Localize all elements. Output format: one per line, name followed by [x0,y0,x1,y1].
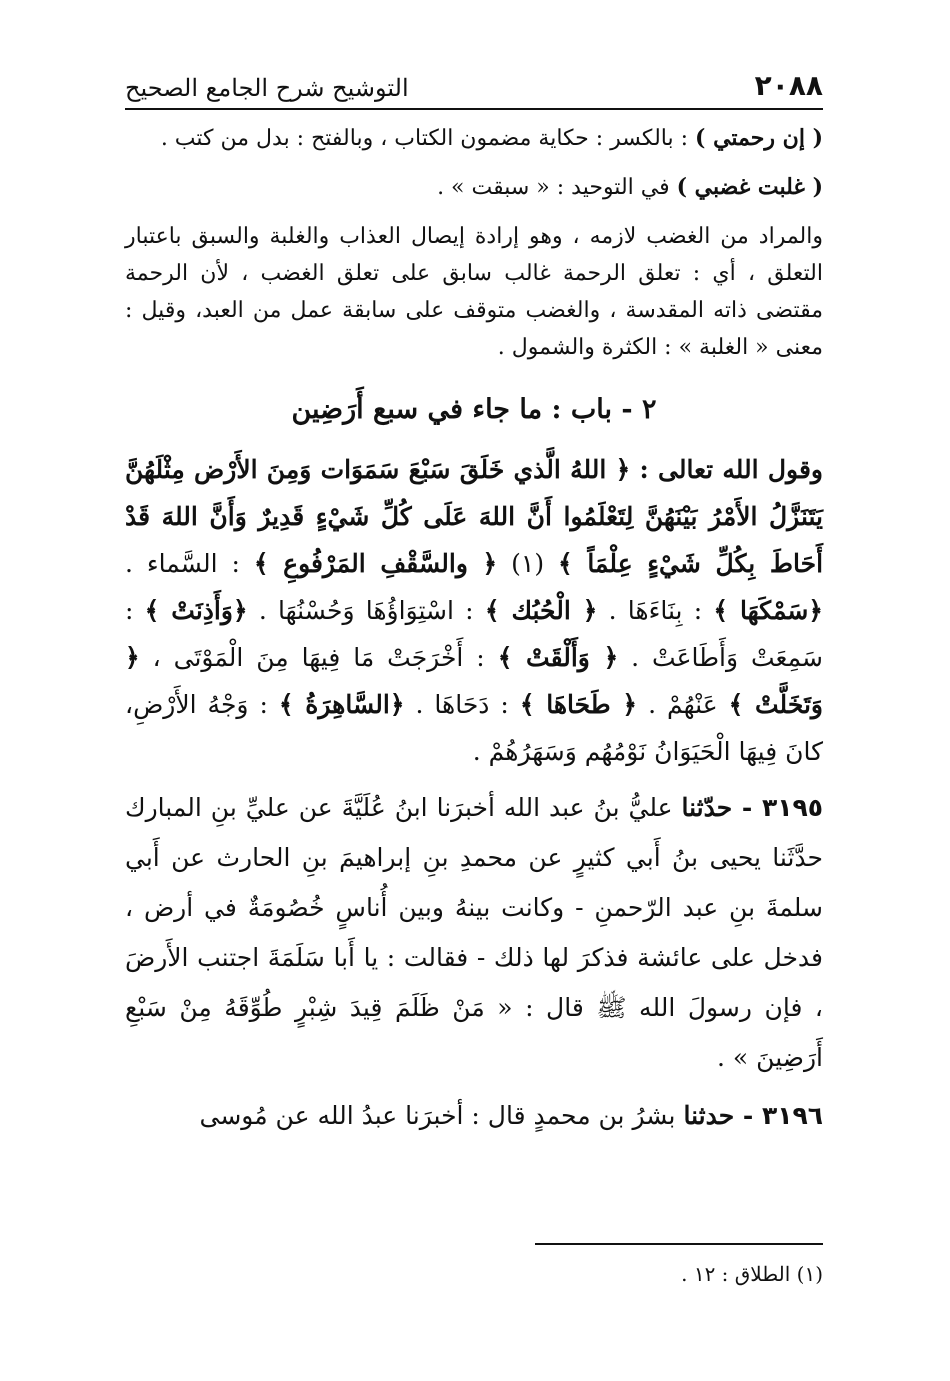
gloss-meaning: : وَجْهُ الأَرْضِ، كانَ فِيهَا الْحَيَوَانُ نَوْمُهُم وَسَهَرُهُمْ . [125,690,823,766]
footnote-marker: (١) [497,549,559,578]
gloss-word: ﴿السَّاهِرَةُ ﴾ [278,690,405,719]
gloss-word: ﴿ وَتَخَلَّتْ ﴾ [125,643,823,719]
header-rule [125,108,823,110]
gloss-meaning: : دَحَاهَا . [404,690,520,719]
hadith-text: بشرُ بن محمدٍ قال : أخبرَنا عبدُ الله عن مُوسى [199,1101,684,1130]
hadith-paragraph [125,1091,823,1141]
gloss-word: ﴿ طَحَاهَا ﴾ [519,690,638,719]
note-lemma: ( غلبت غضبي ) [676,174,823,200]
note-paragraph [125,120,823,157]
gloss-word: ﴿سَمْكَهَا ﴾ [713,596,823,625]
gloss-word: ﴿ والسَّقْفِ المَرْفُوعِ ﴾ [253,549,498,578]
hadith-number: ٣١٩٦ [761,1101,823,1130]
gloss-word: ﴿ الْحُبُك ﴾ [484,596,598,625]
hadith-number: ٣١٩٥ [761,793,823,822]
chapter-intro: وقول الله تعالى : [630,455,823,484]
footnote-rule [535,1243,823,1245]
note-lemma: ( إن رحمتي ) [695,125,823,151]
running-head [125,62,823,102]
page-number: ٢٠٨٨ [754,69,823,102]
hadith-text: عليُّ بنُ عبد الله أخبرَنا ابنُ عُلَيَّةَ عن عليِّ بنِ المبارك حدَّثَنا يحيى بنُ أَبي كثيرٍ عن محمدِ بنِ إبراهيمَ بنِ الحارث عن أَبي سلمةَ بنِ عبد الرّحمنِ - وكانت بينهُ وبين أُناسٍ خُصُومَةٌ في أرض ، فدخل على عائشة فذكرَ لها ذلك - فقالت : يا أَبا سَلَمَةَ اجتنب الأَرضَ ، فإن رسولَ الله ﷺ قال : « مَنْ ظَلَمَ قِيدَ شِبْرٍ طُوِّقَهُ مِنْ سَبْعِ أَرَضِينَ » . [125,793,823,1072]
gloss-meaning: عَنْهُمْ . [637,690,729,719]
page-body [125,120,823,1141]
note-paragraph [125,169,823,206]
note-paragraph [125,218,823,366]
hadith-paragraph [125,783,823,1083]
gloss-meaning: : سَمِعَتْ وَأَطَاعَتْ . [125,596,823,672]
note-text: في التوحيد : « سبقت » . [437,175,677,200]
running-title: التوشيح شرح الجامع الصحيح [125,74,409,102]
gloss-meaning: : السَّماء . [125,549,254,578]
note-text: والمراد من الغضب لازمه ، وهو إرادة إيصال العذاب والغلبة والسبق باعتبار التعلق ، أي : تعلق الرحمة غالب سابق على تعلق الغضب ، لأن الرحمة مقتضى ذاته المقدسة ، والغضب متوقف على سابقة عمل من العبد، وقيل : معنى « الغلبة » : الكثرة والشمول . [125,224,823,360]
hadith-lead: - حدثنا [683,1101,762,1130]
gloss-meaning: : أَخْرَجَتْ مَا فِيهَا مِنَ الْمَوْتَى ، [139,643,498,672]
gloss-word: ﴿ وَأَلْقَتْ ﴾ [497,643,619,672]
hadith-lead: - حدّثنا [681,793,762,822]
quran-quote: ﴿ اللهُ الَّذي خَلَقَ سَبْعَ سَمَوَات وَمِنَ الأَرْض مِثْلَهُنَّ يَتَنَزَّلُ الأَمْرُ بَيْنَهُنَّ لِتَعْلَمُوا أَنَّ اللهَ عَلَى كُلِّ شَيْءٍ قَدِيرٌ وَأَنَّ اللهَ قَدْ أَحَاطَ بِكُلِّ شَيْءٍ عِلْمَاً ﴾ [125,455,824,578]
gloss-meaning: : اسْتِوَاؤُهَا وَحُسْنُهَا . [247,596,485,625]
chapter-verse-paragraph [125,446,823,775]
footnote: (١) الطلاق : ١٢ . [681,1262,823,1286]
gloss-meaning: : بِنَاءَهَا . [597,596,714,625]
note-text: : بالكسر : حكاية مضمون الكتاب ، وبالفتح : بدل من كتب . [160,126,696,151]
gloss-word: ﴿وَأَذِنَتْ ﴾ [144,596,248,625]
chapter-title: ٢ - باب : ما جاء في سبع أَرَضِين [291,394,657,425]
